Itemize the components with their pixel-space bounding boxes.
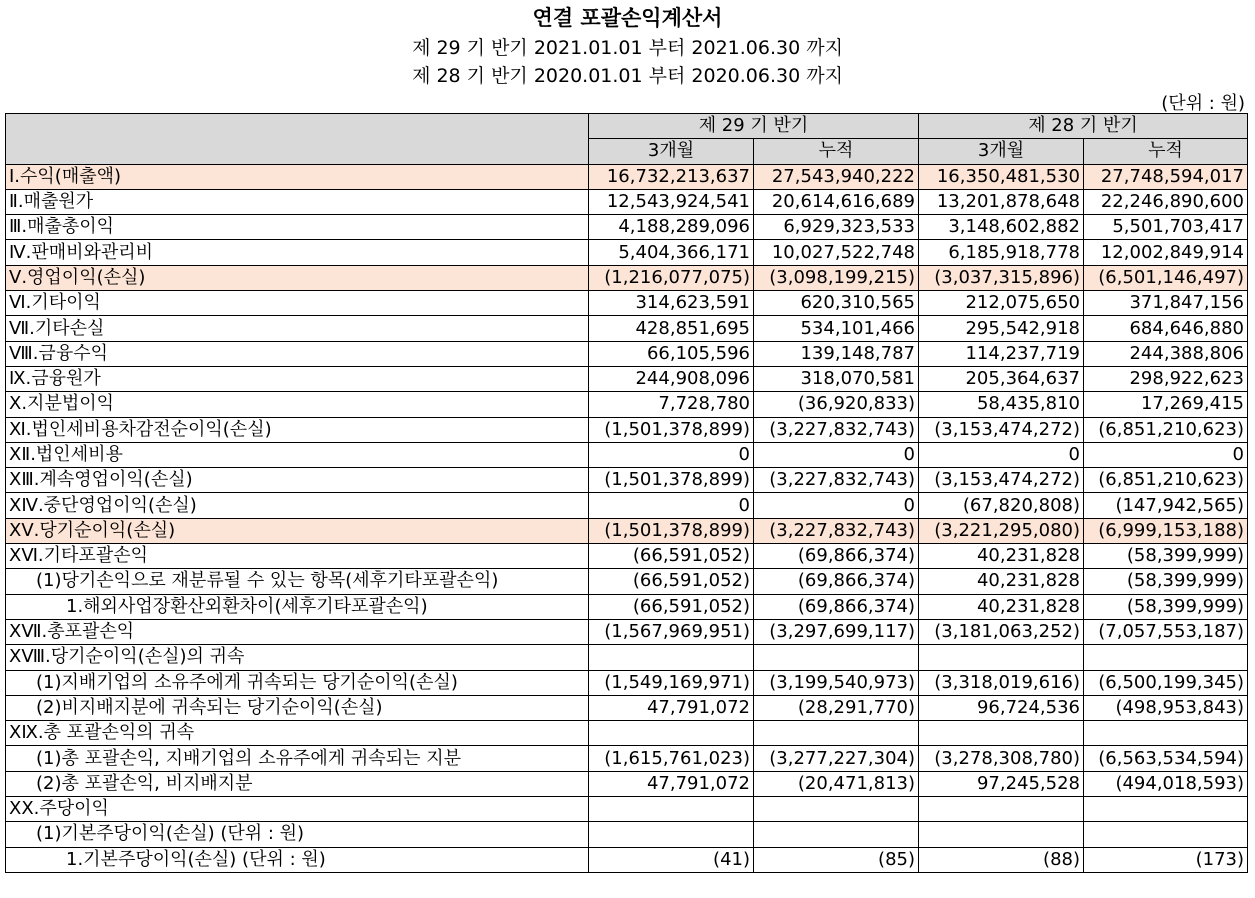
- row-value: 47,791,072: [589, 695, 754, 720]
- row-value: (1,549,169,971): [589, 670, 754, 695]
- row-value: 318,070,581: [754, 366, 919, 391]
- row-value: 205,364,637: [919, 366, 1084, 391]
- row-label: 1.해외사업장환산외환차이(세후기타포괄손익): [6, 594, 589, 619]
- row-value: 5,501,703,417: [1084, 215, 1248, 240]
- row-value: 428,851,695: [589, 316, 754, 341]
- row-value: (3,098,199,215): [754, 265, 919, 290]
- table-row: [6, 316, 1248, 341]
- row-value: (3,277,227,304): [754, 746, 919, 771]
- row-value: 0: [754, 442, 919, 467]
- row-label: (2)비지배지분에 귀속되는 당기순이익(손실): [6, 695, 589, 720]
- row-value: (6,563,534,594): [1084, 746, 1248, 771]
- row-value: 13,201,878,648: [919, 189, 1084, 214]
- row-value: 534,101,466: [754, 316, 919, 341]
- row-value: (1,216,077,075): [589, 265, 754, 290]
- row-label: ⅩⅢ.계속영업이익(손실): [6, 468, 589, 493]
- row-value: 22,246,890,600: [1084, 189, 1248, 214]
- table-row: [6, 670, 1248, 695]
- row-value: 97,245,528: [919, 771, 1084, 796]
- row-value: 27,543,940,222: [754, 164, 919, 189]
- row-label: ⅩⅧ.당기순이익(손실)의 귀속: [6, 645, 589, 670]
- table-row: [6, 366, 1248, 391]
- table-row: [6, 392, 1248, 417]
- header-period-29: 제 29 기 반기: [589, 114, 919, 139]
- table-row: [6, 468, 1248, 493]
- row-value: 620,310,565: [754, 291, 919, 316]
- table-row: [6, 341, 1248, 366]
- table-row: [6, 746, 1248, 771]
- row-value: (3,153,474,272): [919, 417, 1084, 442]
- row-value: [754, 721, 919, 746]
- row-value: 0: [754, 493, 919, 518]
- row-value: [1084, 721, 1248, 746]
- row-value: 66,105,596: [589, 341, 754, 366]
- row-label: ⅩⅦ.총포괄손익: [6, 619, 589, 644]
- row-value: 139,148,787: [754, 341, 919, 366]
- row-value: [589, 822, 754, 847]
- table-row: [6, 240, 1248, 265]
- row-value: 20,614,616,689: [754, 189, 919, 214]
- unit-label: (단위 : 원): [1161, 93, 1245, 114]
- row-value: (20,471,813): [754, 771, 919, 796]
- row-label: Ⅴ.영업이익(손실): [6, 265, 589, 290]
- table-row: [6, 265, 1248, 290]
- row-label: Ⅶ.기타손실: [6, 316, 589, 341]
- row-value: 3,148,602,882: [919, 215, 1084, 240]
- table-row: [6, 645, 1248, 670]
- row-label: Ⅲ.매출총이익: [6, 215, 589, 240]
- row-value: (6,999,153,188): [1084, 518, 1248, 543]
- row-value: 58,435,810: [919, 392, 1084, 417]
- row-value: 314,623,591: [589, 291, 754, 316]
- statement-title: 연결 포괄손익계산서: [532, 6, 723, 30]
- row-label: (1)당기손익으로 재분류될 수 있는 항목(세후기타포괄손익): [6, 569, 589, 594]
- row-value: 27,748,594,017: [1084, 164, 1248, 189]
- row-label: Ⅸ.금융원가: [6, 366, 589, 391]
- table-row: [6, 619, 1248, 644]
- table-row: [6, 797, 1248, 822]
- row-value: (3,297,699,117): [754, 619, 919, 644]
- row-value: (85): [754, 847, 919, 872]
- table-row: [6, 544, 1248, 569]
- row-value: 12,543,924,541: [589, 189, 754, 214]
- row-value: 4,188,289,096: [589, 215, 754, 240]
- row-value: 0: [1084, 442, 1248, 467]
- table-row: [6, 189, 1248, 214]
- row-value: 0: [589, 493, 754, 518]
- row-value: (3,227,832,743): [754, 518, 919, 543]
- row-value: [919, 721, 1084, 746]
- table-row: [6, 215, 1248, 240]
- row-value: 298,922,623: [1084, 366, 1248, 391]
- row-label: ⅩⅡ.법인세비용: [6, 442, 589, 467]
- row-value: (69,866,374): [754, 544, 919, 569]
- row-value: 295,542,918: [919, 316, 1084, 341]
- row-value: (6,500,199,345): [1084, 670, 1248, 695]
- row-value: (3,199,540,973): [754, 670, 919, 695]
- row-value: 6,929,323,533: [754, 215, 919, 240]
- table-row: [6, 493, 1248, 518]
- row-value: 17,269,415: [1084, 392, 1248, 417]
- row-value: (3,181,063,252): [919, 619, 1084, 644]
- header-period-28: 제 28 기 반기: [919, 114, 1248, 139]
- table-row: [6, 721, 1248, 746]
- row-value: (147,942,565): [1084, 493, 1248, 518]
- header-subcol-cum-28: 누적: [1084, 139, 1248, 164]
- row-value: 6,185,918,778: [919, 240, 1084, 265]
- table-row: [6, 442, 1248, 467]
- row-value: (1,567,969,951): [589, 619, 754, 644]
- row-label: Ⅺ.법인세비용차감전순이익(손실): [6, 417, 589, 442]
- row-value: 16,350,481,530: [919, 164, 1084, 189]
- row-value: (3,037,315,896): [919, 265, 1084, 290]
- table-row: [6, 771, 1248, 796]
- row-value: (494,018,593): [1084, 771, 1248, 796]
- row-value: [919, 822, 1084, 847]
- header-subcol-3m-29: 3개월: [589, 139, 754, 164]
- row-value: 371,847,156: [1084, 291, 1248, 316]
- row-value: (69,866,374): [754, 594, 919, 619]
- row-value: (3,153,474,272): [919, 468, 1084, 493]
- row-value: (6,501,146,497): [1084, 265, 1248, 290]
- table-row: [6, 847, 1248, 872]
- row-label: ⅩⅤ.당기순이익(손실): [6, 518, 589, 543]
- row-value: 40,231,828: [919, 569, 1084, 594]
- row-value: (1,615,761,023): [589, 746, 754, 771]
- row-label: 1.기본주당이익(손실) (단위 : 원): [6, 847, 589, 872]
- row-value: (58,399,999): [1084, 594, 1248, 619]
- row-value: 96,724,536: [919, 695, 1084, 720]
- table-row: [6, 569, 1248, 594]
- row-label: ⅩⅨ.총 포괄손익의 귀속: [6, 721, 589, 746]
- table-row: [6, 417, 1248, 442]
- table-row: [6, 518, 1248, 543]
- row-label: Ⅰ.수익(매출액): [6, 164, 589, 189]
- row-label: ⅩⅥ.기타포괄손익: [6, 544, 589, 569]
- row-value: (66,591,052): [589, 569, 754, 594]
- row-value: 40,231,828: [919, 544, 1084, 569]
- row-value: (173): [1084, 847, 1248, 872]
- row-value: (6,851,210,623): [1084, 468, 1248, 493]
- row-value: [919, 645, 1084, 670]
- row-label: Ⅵ.기타이익: [6, 291, 589, 316]
- row-value: (58,399,999): [1084, 544, 1248, 569]
- row-value: 10,027,522,748: [754, 240, 919, 265]
- row-value: [1084, 822, 1248, 847]
- row-label: Ⅱ.매출원가: [6, 189, 589, 214]
- row-value: (88): [919, 847, 1084, 872]
- row-label: (1)지배기업의 소유주에게 귀속되는 당기순이익(손실): [6, 670, 589, 695]
- row-value: (66,591,052): [589, 594, 754, 619]
- row-value: 40,231,828: [919, 594, 1084, 619]
- row-label: Ⅹ.지분법이익: [6, 392, 589, 417]
- row-value: (66,591,052): [589, 544, 754, 569]
- row-value: [754, 645, 919, 670]
- header-row-periods: [6, 114, 1248, 139]
- row-value: 114,237,719: [919, 341, 1084, 366]
- row-value: (1,501,378,899): [589, 518, 754, 543]
- row-label: Ⅷ.금융수익: [6, 341, 589, 366]
- row-value: (3,318,019,616): [919, 670, 1084, 695]
- row-label: (1)기본주당이익(손실) (단위 : 원): [6, 822, 589, 847]
- row-value: (36,920,833): [754, 392, 919, 417]
- row-value: (7,057,553,187): [1084, 619, 1248, 644]
- row-value: (67,820,808): [919, 493, 1084, 518]
- row-value: (41): [589, 847, 754, 872]
- period-current: 제 29 기 반기 2021.01.01 부터 2021.06.30 까지: [412, 37, 843, 59]
- row-value: 47,791,072: [589, 771, 754, 796]
- row-value: (6,851,210,623): [1084, 417, 1248, 442]
- row-label: (2)총 포괄손익, 비지배지분: [6, 771, 589, 796]
- row-value: (498,953,843): [1084, 695, 1248, 720]
- row-value: (1,501,378,899): [589, 468, 754, 493]
- row-label: ⅩⅣ.중단영업이익(손실): [6, 493, 589, 518]
- table-row: [6, 164, 1248, 189]
- row-value: (28,291,770): [754, 695, 919, 720]
- table-row: [6, 594, 1248, 619]
- header-subcol-3m-28: 3개월: [919, 139, 1084, 164]
- row-value: (1,501,378,899): [589, 417, 754, 442]
- row-value: (3,221,295,080): [919, 518, 1084, 543]
- row-value: 684,646,880: [1084, 316, 1248, 341]
- row-label: (1)총 포괄손익, 지배기업의 소유주에게 귀속되는 지분: [6, 746, 589, 771]
- row-value: 5,404,366,171: [589, 240, 754, 265]
- row-value: 7,728,780: [589, 392, 754, 417]
- row-value: (58,399,999): [1084, 569, 1248, 594]
- row-value: 244,388,806: [1084, 341, 1248, 366]
- row-value: (3,227,832,743): [754, 417, 919, 442]
- table-row: [6, 291, 1248, 316]
- income-statement-table: [5, 113, 1248, 873]
- row-value: (3,278,308,780): [919, 746, 1084, 771]
- header-blank-cell: [6, 114, 589, 165]
- row-label: Ⅳ.판매비와관리비: [6, 240, 589, 265]
- row-value: 244,908,096: [589, 366, 754, 391]
- row-value: 12,002,849,914: [1084, 240, 1248, 265]
- header-subcol-cum-29: 누적: [754, 139, 919, 164]
- table-row: [6, 822, 1248, 847]
- table-row: [6, 695, 1248, 720]
- row-value: (69,866,374): [754, 569, 919, 594]
- row-value: 0: [919, 442, 1084, 467]
- row-value: [1084, 645, 1248, 670]
- row-label: ⅩⅩ.주당이익: [6, 797, 589, 822]
- row-value: [754, 822, 919, 847]
- row-value: [589, 797, 754, 822]
- row-value: 212,075,650: [919, 291, 1084, 316]
- period-prior: 제 28 기 반기 2020.01.01 부터 2020.06.30 까지: [412, 65, 843, 87]
- row-value: 0: [589, 442, 754, 467]
- row-value: [589, 721, 754, 746]
- row-value: 16,732,213,637: [589, 164, 754, 189]
- row-value: [1084, 797, 1248, 822]
- row-value: [589, 645, 754, 670]
- row-value: [754, 797, 919, 822]
- row-value: [919, 797, 1084, 822]
- row-value: (3,227,832,743): [754, 468, 919, 493]
